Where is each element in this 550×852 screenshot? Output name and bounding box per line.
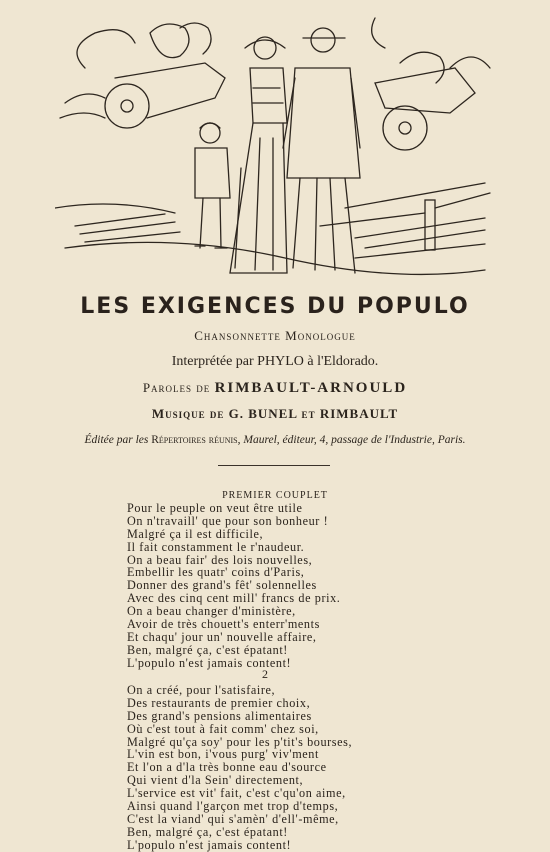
verse-line: Qui vient d'la Sein' directement, [127,773,304,788]
verse-line: Ben, malgré ça, c'est épatant! [127,642,288,657]
verse-line: Et chaqu' jour un' nouvelle affaire, [127,629,317,644]
couplet-1 [127,502,340,670]
publisher-prefix: Éditée par les [84,434,149,446]
verse-line: L'vin est bon, i'vous purg' viv'ment [127,747,319,762]
lyrics-credit [0,380,550,397]
verse-line: Avec des cinq cent mill' francs de prix. [127,591,341,606]
verse-line: On a beau changer d'ministère, [127,604,296,619]
song-title: LES EXIGENCES DU POPULO [80,294,470,319]
divider [218,465,330,466]
verse-line: Ainsi quand l'garçon met trop d'temps, [127,799,339,814]
verse-line: Embellir les quatr' coins d'Paris, [127,565,305,580]
verse-line: Malgré ça il est difficile, [127,526,264,541]
interpreter-line: Interprétée par PHYLO à l'Eldorado. [171,354,379,369]
publisher-address: Maurel, éditeur, 4, passage de l'Industrie, Paris. [243,434,466,446]
verse-line: L'populo n'est jamais content! [127,837,292,852]
song-subtitle: Chansonnette Monologue [194,328,356,343]
lyrics-author: RIMBAULT-ARNOULD [214,380,408,396]
verse-line: Pour le peuple on veut être utile [127,501,303,515]
verse-line: Des restaurants de premier choix, [127,695,311,710]
verse-line: Il fait constamment le r'naudeur. [127,539,305,554]
publisher-name: Répertoires réunis, [151,434,241,446]
verse-line: Donner des grand's fêt' solennelles [127,578,317,593]
verse-line: L'populo n'est jamais content! [127,655,292,670]
verse-line: Et l'on a d'la très bonne eau d'source [127,760,327,775]
verse-line: C'est la viand' qui s'amèn' d'ell'-même, [127,811,339,826]
verse-line: On n'travaill' que pour son bonheur ! [127,513,329,528]
engraving-illustration [55,8,495,290]
couplet-2 [127,684,352,852]
verse-line: Des grand's pensions alimentaires [127,708,312,723]
verse-line: Où c'est tout à fait comm' chez soi, [127,721,319,736]
music-credit: Musique de G. BUNEL et RIMBAULT [151,406,399,421]
lyrics-credit-prefix: Paroles de [142,380,211,395]
verse-line: Ben, malgré ça, c'est épatant! [127,824,288,839]
verse-line: On a créé, pour l'satisfaire, [127,683,276,697]
verse-line: L'service est vit' fait, c'est c'qu'on aime, [127,786,346,801]
couplet-heading: PREMIER COUPLET [222,490,328,501]
verse-line: On a beau fair' des lois nouvelles, [127,552,313,567]
verse-line: Malgré qu'ça soy' pour les p'tit's bourses, [127,734,353,749]
couplet-number: 2 [262,667,268,681]
publisher-line [0,434,550,446]
verse-line: Avoir de très chouett's enterr'ments [127,617,320,632]
